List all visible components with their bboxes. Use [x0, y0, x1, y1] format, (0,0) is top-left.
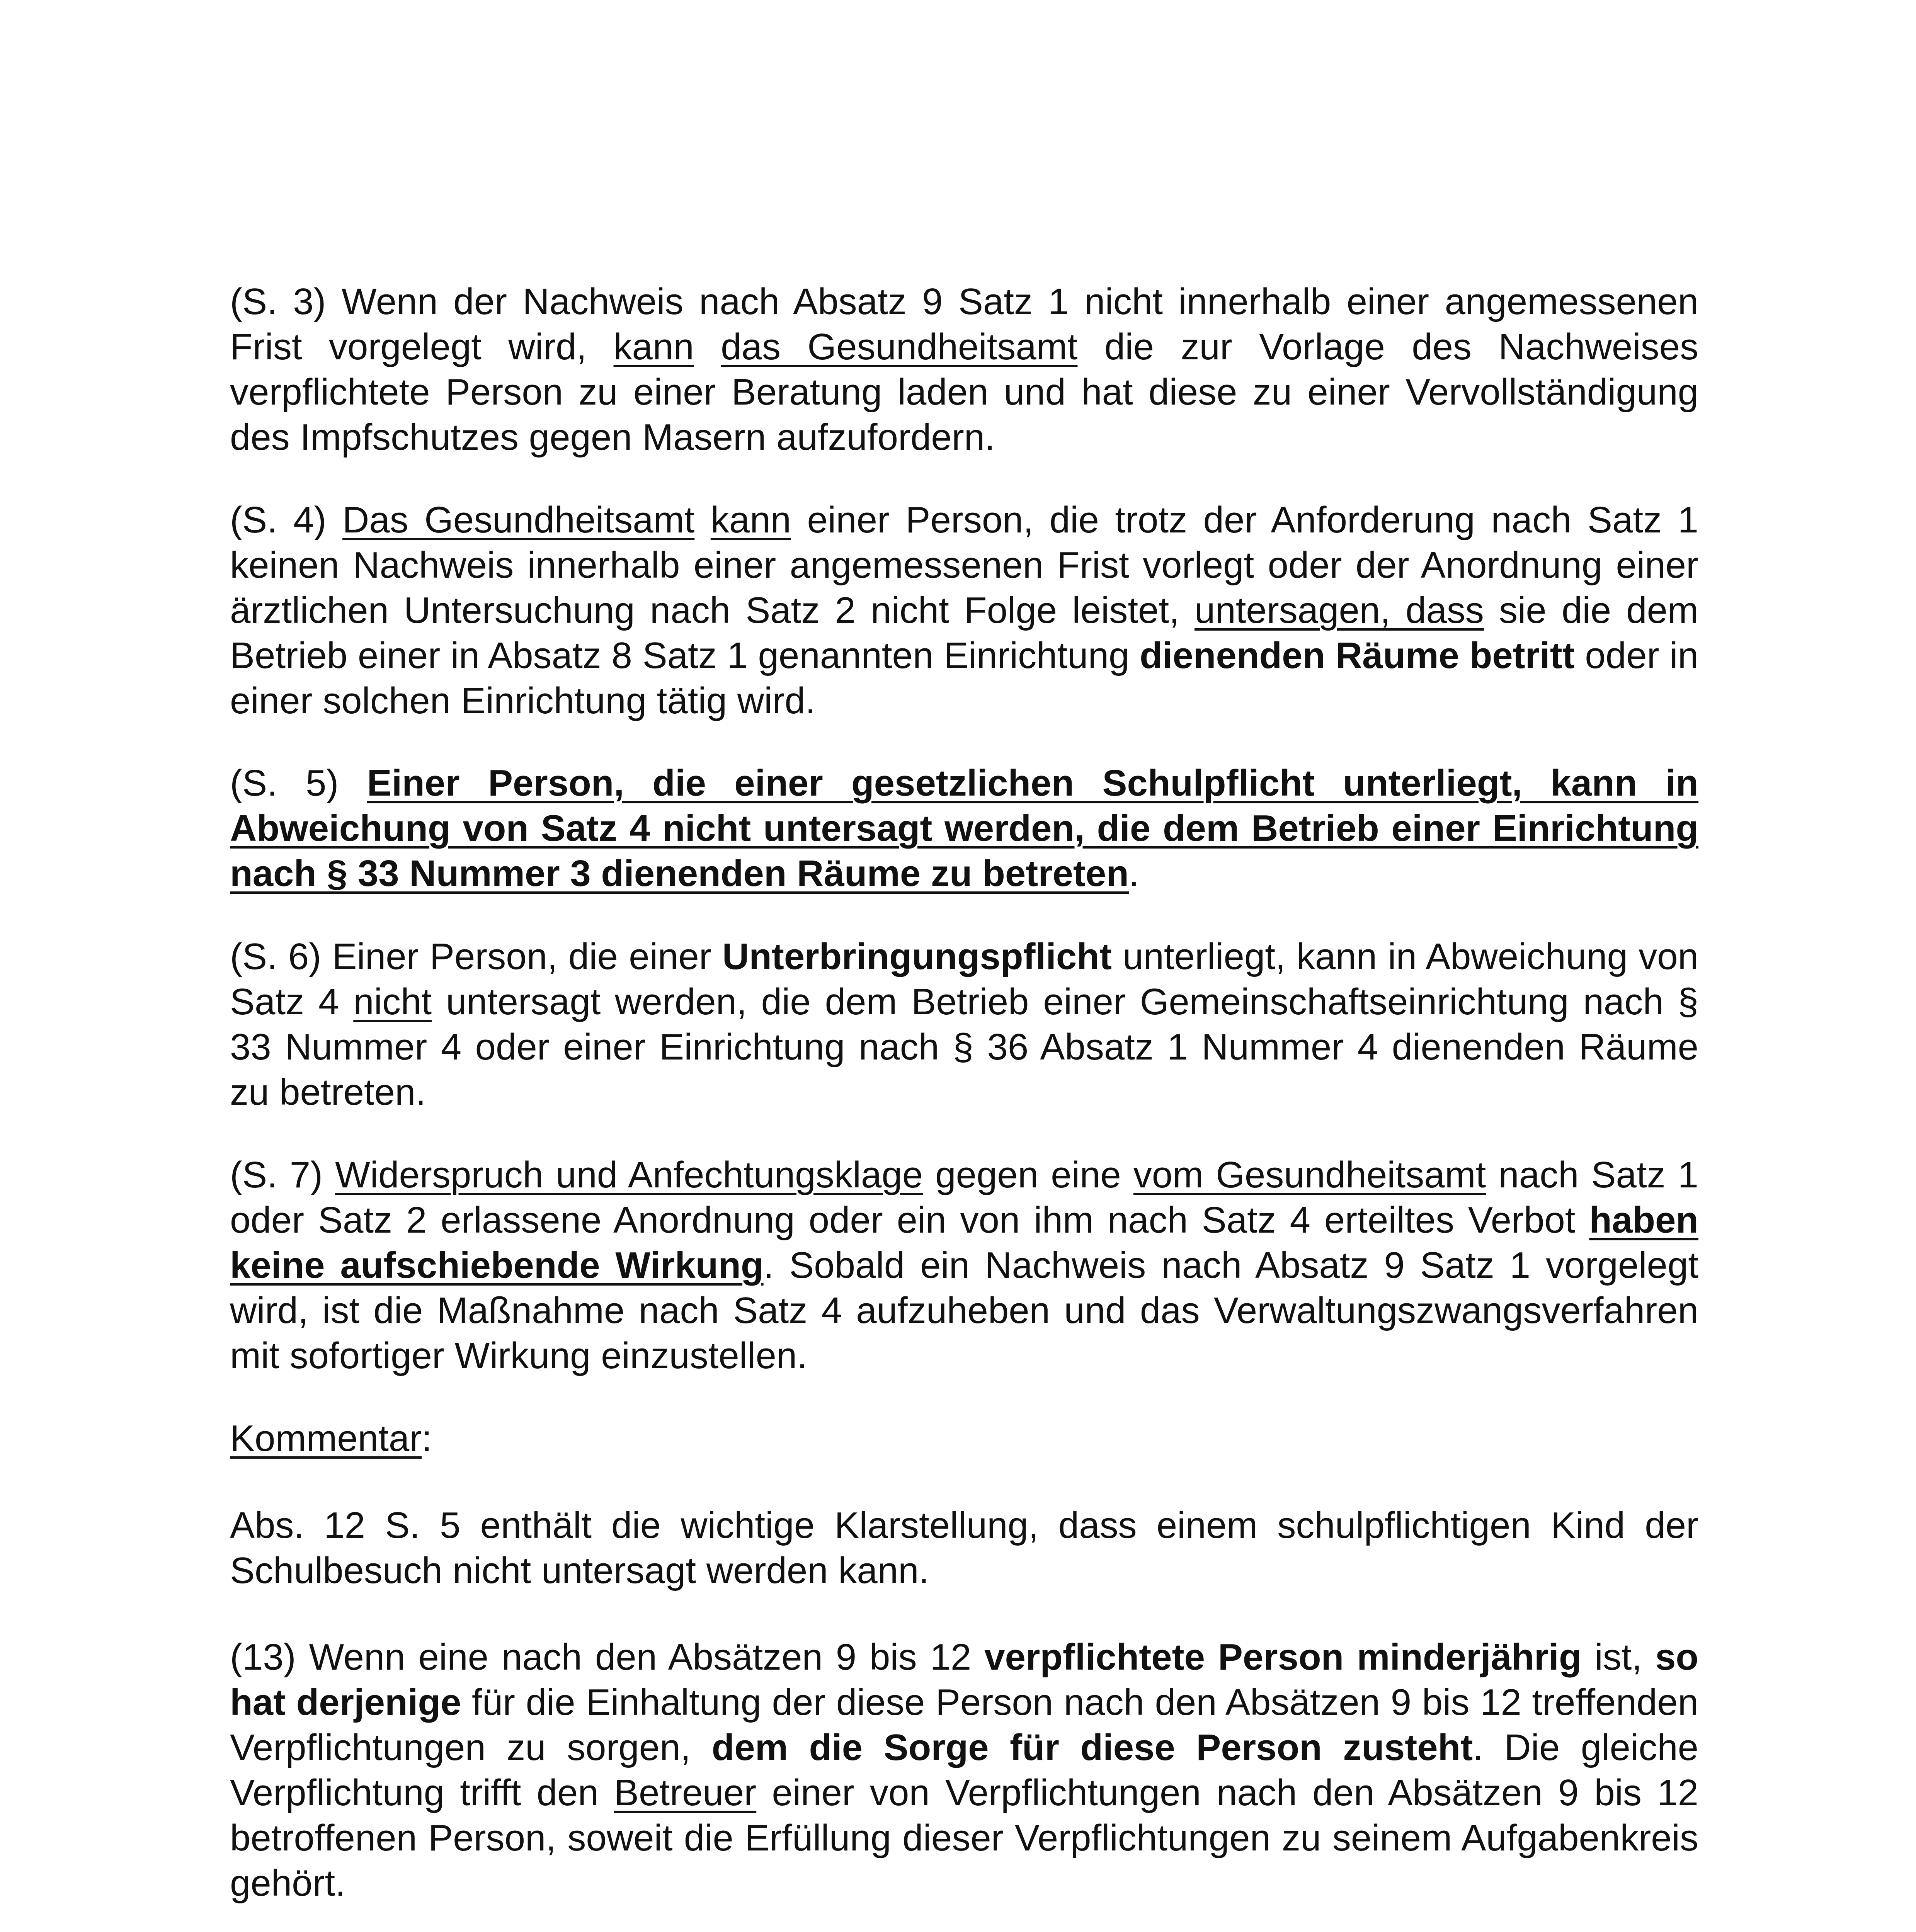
- s5-rest-text: .: [1128, 853, 1139, 894]
- kommentar-1-text: Abs. 12 S. 5 enthält die wichtige Klarstellung, dass einem schulpflichtigen Kind der Schulbesuch nicht untersagt werden kann.: [230, 1505, 1698, 1591]
- s6-bold-text: Unterbringungspflicht: [722, 936, 1112, 977]
- s7-middle2-text: nach Satz 1 oder Satz 2 erlassene Anordnung oder ein von ihm nach Satz 4 erteiltes Verbot: [230, 1154, 1699, 1241]
- s3-prefix-text: (S. 3) Wenn der Nachweis nach Absatz 9 Satz 1 nicht innerhalb einer angemessenen Frist vorgelegt wird,: [230, 281, 1698, 367]
- abs13-betreuer-underlined: Betreuer: [614, 1772, 757, 1813]
- abs13-prefix-text: (13) Wenn eine nach den Absätzen 9 bis 12: [230, 1636, 985, 1678]
- abs13-bold1-text: verpflichtete Person minderjährig: [984, 1636, 1582, 1678]
- kommentar-1-label: Kommentar: [230, 1418, 422, 1459]
- kommentar-heading-1: [230, 1416, 1698, 1461]
- s4-untersagen-underlined: untersagen, dass: [1194, 590, 1484, 631]
- s7-widerspruch-underlined: Widerspruch und Anfechtungsklage: [335, 1154, 923, 1196]
- kommentar-1-colon: :: [422, 1418, 432, 1459]
- s7-middle-text: gegen eine: [923, 1154, 1133, 1196]
- s4-space: [694, 499, 711, 541]
- s4-kann-underlined: kann: [710, 499, 791, 541]
- s6-nicht-underlined: nicht: [353, 981, 432, 1022]
- s4-middle2-text: sie die dem Betrieb einer in Absatz 8 Satz 1 genannten Einrichtung: [230, 590, 1699, 676]
- s3-space: [694, 326, 721, 367]
- s5-prefix-text: (S. 5): [230, 762, 367, 804]
- s4-prefix-text: (S. 4): [230, 499, 343, 541]
- s4-gesundheitsamt-underlined: Das Gesundheitsamt: [342, 499, 695, 541]
- abs13-middle-text: ist,: [1581, 1636, 1655, 1678]
- abs13-rest-text: einer von Verpflichtungen nach den Absätzen 9 bis 12 betroffenen Person, soweit die Erfüllung dieser Verpflichtungen zu seinem Aufgabenkreis gehört.: [230, 1772, 1699, 1904]
- paragraph-abs13: [230, 1634, 1698, 1906]
- paragraph-s5: [230, 760, 1698, 896]
- abs13-middle2-text: für die Einhaltung der diese Person nach den Absätzen 9 bis 12 treffenden Verpflichtungen zu sorgen,: [230, 1682, 1699, 1768]
- abs13-middle3-text: . Die gleiche Verpflichtung trifft den: [230, 1727, 1699, 1813]
- s6-middle-text: unterliegt, kann in Abweichung von Satz 4: [230, 936, 1699, 1022]
- paragraph-s7: [230, 1152, 1698, 1378]
- s3-rest-text: die zur Vorlage des Nachweises verpflichtete Person zu einer Beratung laden und hat diese zu einer Vervollständigung des Impfschutzes gegen Masern aufzufordern.: [230, 326, 1699, 458]
- s7-bold-underlined-text: haben keine aufschiebende Wirkung: [230, 1199, 1698, 1286]
- paragraph-s4: [230, 497, 1698, 723]
- abs13-bold3-text: dem die Sorge für diese Person zusteht: [711, 1727, 1473, 1768]
- s6-prefix-text: (S. 6) Einer Person, die einer: [230, 936, 722, 977]
- s6-rest-text: untersagt werden, die dem Betrieb einer Gemeinschaftseinrichtung nach § 33 Nummer 4 oder einer Einrichtung nach § 36 Absatz 1 Nummer 4 dienenden Räume zu betreten.: [230, 981, 1698, 1113]
- s4-bold-text: dienenden Räume betritt: [1140, 635, 1575, 676]
- abs13-bold2-text: so hat derjenige: [230, 1636, 1699, 1723]
- s7-rest-text: . Sobald ein Nachweis nach Absatz 9 Satz 1 vorgelegt wird, ist die Maßnahme nach Satz 4 aufzuheben und das Verwaltungszwangsverfahren mit sofortiger Wirkung einzustellen.: [230, 1245, 1699, 1376]
- s4-rest-text: oder in einer solchen Einrichtung tätig wird.: [230, 635, 1699, 721]
- paragraph-s3: [230, 279, 1698, 460]
- s3-gesundheitsamt-underlined: das Gesundheitsamt: [721, 326, 1078, 367]
- s7-prefix-text: (S. 7): [230, 1154, 335, 1196]
- s5-bold-underlined-text: Einer Person, die einer gesetzlichen Schulpflicht unterliegt, kann in Abweichung von Satz 4 nicht untersagt werden, die dem Betrieb einer Einrichtung nach § 33 Nummer 3 dienenden Räume zu betreten: [230, 762, 1699, 894]
- s3-kann-underlined: kann: [613, 326, 694, 367]
- s7-vom-gesundheitsamt-underlined: vom Gesundheitsamt: [1133, 1154, 1486, 1196]
- s4-middle-text: einer Person, die trotz der Anforderung nach Satz 1 keinen Nachweis innerhalb einer angemessenen Frist vorlegt oder der Anordnung einer ärztlichen Untersuchung nach Satz 2 nicht Folge leistet,: [230, 499, 1699, 631]
- paragraph-s6: [230, 934, 1698, 1115]
